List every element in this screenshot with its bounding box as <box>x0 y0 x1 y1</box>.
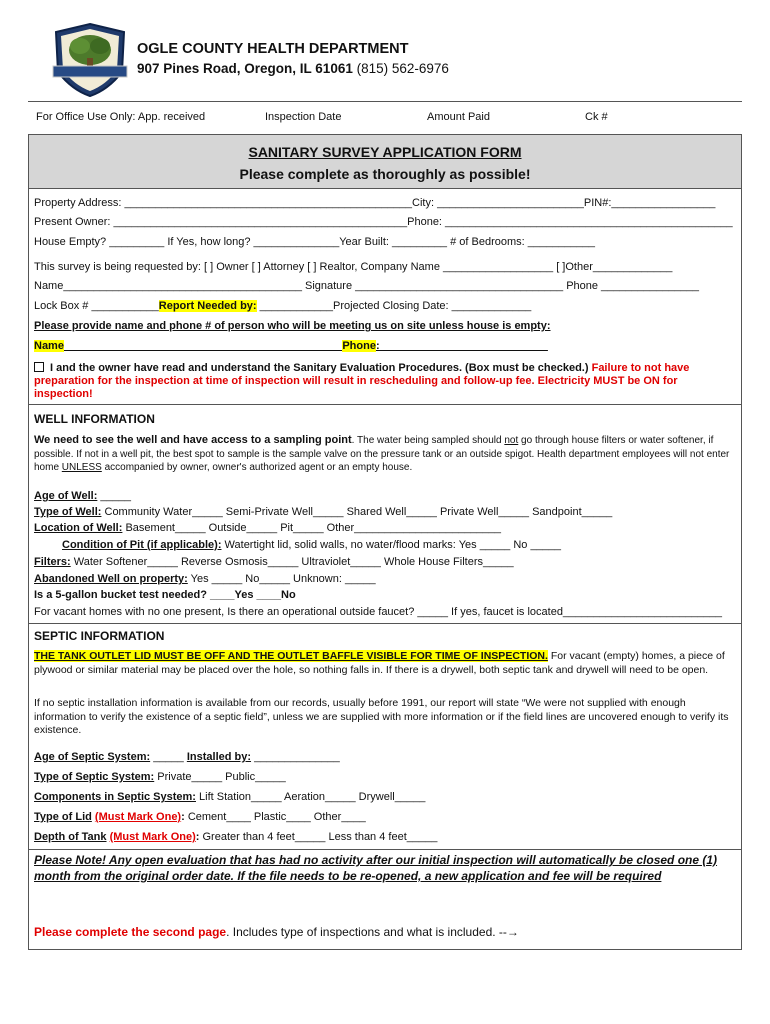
agreement-checkbox[interactable] <box>34 362 44 372</box>
well-intro-bold: We need to see the well and have access to a sampling point <box>34 434 352 446</box>
septic-age-label: Age of Septic System: <box>34 751 151 763</box>
form-title: SANITARY SURVEY APPLICATION FORM <box>248 144 522 160</box>
septic-records-paragraph: If no septic installation information is available from our records, usually before 1991, our report will state “We were not supplied with enough information to verify the existence of a septic field”, unless we are supplied with more information or if the field lines are uncovered enough to verify its existence. <box>34 697 729 736</box>
well-age-row[interactable] <box>34 490 131 502</box>
lid-type-row[interactable] <box>34 811 366 823</box>
abandoned-well-row[interactable] <box>34 573 376 585</box>
lid-must-mark: (Must Mark One) <box>94 811 182 823</box>
well-intro-unless: UNLESS <box>61 462 102 473</box>
section-divider <box>28 623 742 624</box>
septic-type-options[interactable]: Private_____ Public_____ <box>154 771 286 783</box>
onsite-contact-row[interactable] <box>34 340 548 352</box>
well-intro-c: accompanied by owner, owner's authorized agent or an empty house. <box>101 462 413 473</box>
well-type-options[interactable]: Community Water_____ Semi-Private Well_____ Shared Well_____ Private Well_____ Sandpoint_____ <box>101 506 613 518</box>
septic-components-label: Components in Septic System: <box>34 791 196 803</box>
well-age-field[interactable]: _____ <box>97 490 132 502</box>
septic-age-field[interactable]: _____ <box>150 751 187 763</box>
section-divider <box>28 849 742 850</box>
septic-components-row[interactable] <box>34 791 425 803</box>
abandoned-well-options[interactable]: Yes _____ No_____ Unknown: _____ <box>187 573 376 585</box>
septic-type-row[interactable] <box>34 771 286 783</box>
abandoned-well-label: Abandoned Well on property: <box>34 573 188 585</box>
house-empty-field[interactable]: House Empty? _________ If Yes, how long? ______________Year Built: _________ # of Bedrooms: ___________ <box>34 236 596 248</box>
tank-depth-options[interactable]: Greater than 4 feet_____ Less than 4 feet_____ <box>199 831 438 843</box>
septic-type-label: Type of Septic System: <box>34 771 155 783</box>
well-intro <box>34 434 738 475</box>
lid-type-label: Type of Lid <box>34 811 92 823</box>
well-type-row[interactable] <box>34 506 612 518</box>
installed-by-field[interactable]: ______________ <box>251 751 340 763</box>
pit-condition-row[interactable] <box>62 539 561 551</box>
onsite-phone-field[interactable]: : ___________________________ <box>375 340 548 352</box>
tank-depth-label: Depth of Tank <box>34 831 107 843</box>
lockbox-field[interactable]: Lock Box # ___________ <box>34 300 159 312</box>
filters-row[interactable] <box>34 556 514 568</box>
filters-options[interactable]: Water Softener_____ Reverse Osmosis_____ Ultraviolet_____ Whole House Filters_____ <box>70 556 514 568</box>
present-owner-field[interactable]: Present Owner: ________________________________________________Phone: _______________________________________________ <box>34 216 733 228</box>
check-number-label: Ck # <box>585 111 608 123</box>
well-info-heading: WELL INFORMATION <box>34 412 155 426</box>
septic-age-row[interactable] <box>34 751 340 763</box>
well-intro-b: go through house filters or water softener, if possible. If not in a well pit, the best spot to sample is the sample valve on the pressure tank or an outside spigot. Health department employees will not enter home <box>34 435 730 473</box>
septic-info-heading: SEPTIC INFORMATION <box>34 629 165 643</box>
tank-outlet-paragraph <box>34 650 738 677</box>
well-intro-not: not <box>504 435 519 446</box>
provide-contact-instruction: Please provide name and phone # of person who will be meeting us on site unless house is empty: <box>34 320 551 332</box>
lid-colon: : <box>181 811 185 823</box>
depth-must-mark: (Must Mark One) <box>109 831 196 843</box>
septic-components-options[interactable]: Lift Station_____ Aeration_____ Drywell_____ <box>195 791 426 803</box>
name-signature-field[interactable]: Name_______________________________________ Signature __________________________________ Phone ________________ <box>34 280 699 292</box>
well-location-row[interactable] <box>34 522 501 534</box>
well-intro-a: . The water being sampled should <box>351 435 505 446</box>
lid-type-options[interactable]: Cement____ Plastic____ Other____ <box>184 811 366 823</box>
inspection-date-label: Inspection Date <box>265 111 342 123</box>
department-title: OGLE COUNTY HEALTH DEPARTMENT <box>137 41 409 57</box>
closing-date-field[interactable]: ____________Projected Closing Date: _____________ <box>256 300 532 312</box>
property-address-field[interactable]: Property Address: _______________________________________________City: ________________________PIN#:_________________ <box>34 197 716 209</box>
office-use-bar <box>28 101 742 132</box>
filters-label: Filters: <box>34 556 71 568</box>
depth-colon: : <box>195 831 200 843</box>
installed-by-label: Installed by: <box>186 751 252 763</box>
health-department-logo <box>48 22 132 98</box>
well-location-options[interactable]: Basement_____ Outside_____ Pit_____ Other________________________ <box>122 522 502 534</box>
well-location-label: Location of Well: <box>34 522 123 534</box>
agreement-text: I and the owner have read and understand the Sanitary Evaluation Procedures. (Box must be checked.) <box>50 362 589 374</box>
second-page-text: . Includes type of inspections and what is included. --→ <box>226 925 519 939</box>
agreement-warning: Failure to not have preparation for the inspection at time of inspection will result in rescheduling and follow-up fee. Electricity MUST be ON for inspection! <box>34 362 690 400</box>
onsite-phone-label: Phone <box>342 340 376 352</box>
tank-outlet-text: For vacant (empty) homes, a piece of plywood or similar material may be placed over the hole, so nothing falls in. If there is a drywell, both septic tank and drywell will need to be open. <box>34 650 725 676</box>
section-divider <box>28 404 742 405</box>
address-street: 907 Pines Road, Oregon, IL 61061 <box>137 61 353 76</box>
second-page-label: Please complete the second page <box>34 925 227 939</box>
department-address <box>137 61 449 76</box>
closure-note: Please Note! Any open evaluation that has had no activity after our initial inspection will automatically be closed one (1) month from the original order date. If the file needs to be re-opened, a new application and fee will be required <box>34 853 718 883</box>
tank-depth-row[interactable] <box>34 831 437 843</box>
pit-condition-options[interactable]: Watertight lid, solid walls, no water/flood marks: Yes _____ No _____ <box>221 539 562 551</box>
outside-faucet-field[interactable]: For vacant homes with no one present, Is there an operational outside faucet? _____ If yes, faucet is located__________________________ <box>34 606 722 618</box>
requested-by-field[interactable]: This survey is being requested by: [ ] Owner [ ] Attorney [ ] Realtor, Company Name __________________ [ ]Other_____________ <box>34 261 673 273</box>
pit-condition-label: Condition of Pit (if applicable): <box>62 539 222 551</box>
onsite-name-field[interactable]: _____________________________________________ <box>63 340 343 352</box>
report-needed-label: Report Needed by: <box>158 300 257 312</box>
bucket-test-field[interactable]: Is a 5-gallon bucket test needed? ____Yes ____No <box>34 589 296 601</box>
lockbox-row[interactable] <box>34 300 531 312</box>
well-type-label: Type of Well: <box>34 506 102 518</box>
agreement-statement <box>34 362 738 401</box>
well-age-label: Age of Well: <box>34 490 98 502</box>
onsite-name-label: Name <box>34 340 64 352</box>
tank-outlet-warning: THE TANK OUTLET LID MUST BE OFF AND THE OUTLET BAFFLE VISIBLE FOR TIME OF INSPECTION. <box>34 650 548 662</box>
second-page-notice <box>34 925 519 939</box>
form-subtitle: Please complete as thoroughly as possible! <box>239 166 531 182</box>
office-use-label: For Office Use Only: App. received <box>36 111 206 123</box>
amount-paid-label: Amount Paid <box>427 111 490 123</box>
department-phone: (815) 562-6976 <box>356 61 449 76</box>
